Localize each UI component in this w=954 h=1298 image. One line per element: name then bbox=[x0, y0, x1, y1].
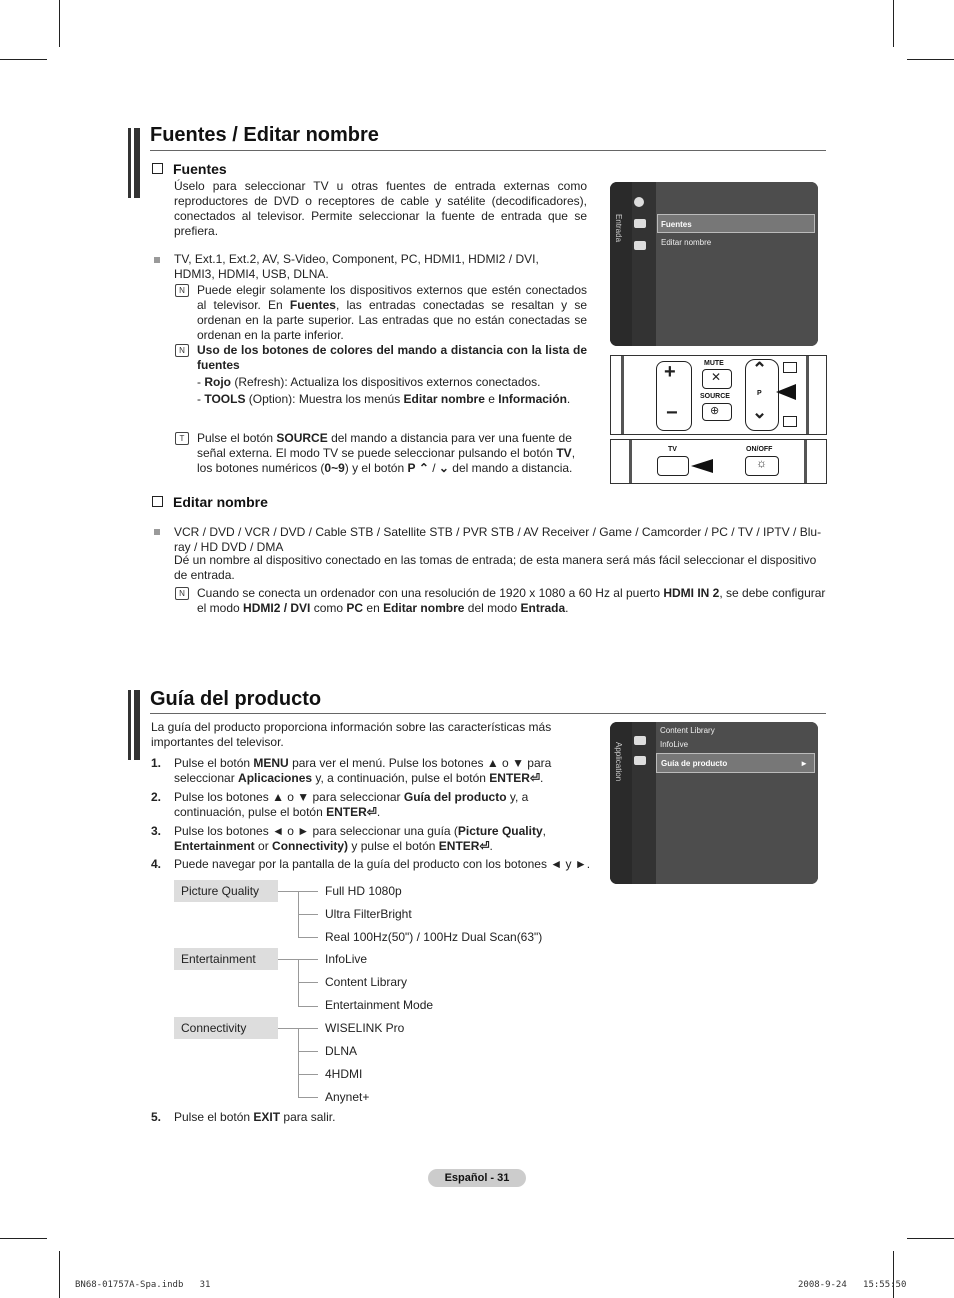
side-button-icon bbox=[783, 416, 797, 427]
gear-icon bbox=[634, 197, 644, 207]
osd-selected-guia[interactable]: Guía de producto ► bbox=[656, 753, 815, 773]
osd-application-menu bbox=[610, 722, 818, 884]
footer-file-info: BN68-01757A-Spa.indb 31 bbox=[75, 1280, 211, 1290]
mute-label: MUTE bbox=[704, 360, 724, 367]
source-label: SOURCE bbox=[700, 393, 730, 400]
remote-illustration-top bbox=[610, 355, 827, 435]
editar-list: VCR / DVD / VCR / DVD / Cable STB / Satellite STB / PVR STB / AV Receiver / Game / Camcorder / PC / TV / IPTV / Blu-ray / HD DVD / DMA bbox=[174, 525, 822, 554]
tree-group-connectivity: Connectivity bbox=[174, 1017, 278, 1039]
editar-note: Cuando se conecta un ordenador con una resolución de 1920 x 1080 a 60 Hz al puerto HDMI IN 2, se debe configurar el modo HDMI2 / DVI como PC en Editar nombre del modo Entrada. bbox=[197, 586, 826, 615]
chevron-up-icon: ⌃ bbox=[752, 359, 768, 379]
input-icon bbox=[634, 736, 646, 745]
step-number: 4. bbox=[151, 857, 162, 871]
footer-timestamp: 2008-9-24 15:55:50 bbox=[798, 1280, 907, 1290]
page-number: Español - 31 bbox=[428, 1169, 526, 1187]
osd-side-label: Entrada bbox=[614, 214, 623, 243]
tip-icon: T bbox=[175, 432, 189, 445]
osd-icon-column bbox=[632, 722, 656, 884]
osd-entrada-menu bbox=[610, 182, 818, 346]
step-number: 1. bbox=[151, 756, 162, 770]
remote-body-edge bbox=[806, 356, 809, 434]
tree-item: Anynet+ bbox=[325, 1090, 370, 1104]
tree-connector bbox=[298, 1097, 318, 1098]
tree-connector bbox=[298, 1074, 318, 1075]
volume-down-icon: − bbox=[666, 402, 678, 424]
dash-item-tools: - TOOLS (Option): Muestra los menús Editar nombre e Información. bbox=[197, 392, 571, 406]
step-number: 2. bbox=[151, 790, 162, 804]
pointer-arrow-icon bbox=[691, 459, 713, 473]
crop-mark bbox=[59, 1251, 60, 1298]
enter-icon: ⏎ bbox=[366, 805, 377, 819]
osd-item-editar-nombre[interactable]: Editar nombre bbox=[661, 238, 712, 247]
osd-side-label: Application bbox=[614, 742, 623, 782]
tree-group-entertainment: Entertainment bbox=[174, 948, 278, 970]
note-icon: N bbox=[175, 344, 189, 357]
tree-connector bbox=[298, 1051, 318, 1052]
osd-icon-column bbox=[632, 182, 656, 346]
onoff-label: ON/OFF bbox=[746, 446, 773, 453]
volume-up-icon: + bbox=[664, 361, 676, 383]
osd-selected-fuentes[interactable]: Fuentes bbox=[657, 214, 815, 233]
crop-mark bbox=[907, 59, 954, 60]
fuentes-note1: Puede elegir solamente los dispositivos externos que estén conectados al televisor. En Fuentes, las entradas conectadas se resaltan y se ordenan en la parte superior. Las entradas que no están conectadas se ordenan en la parte inferior. bbox=[197, 283, 587, 342]
tree-item: Content Library bbox=[325, 975, 408, 989]
tv-label: TV bbox=[668, 446, 677, 453]
tree-item: Full HD 1080p bbox=[325, 884, 402, 898]
osd-main-panel bbox=[656, 182, 818, 346]
enter-icon: ⏎ bbox=[529, 771, 541, 785]
section-title-fuentes: Fuentes / Editar nombre bbox=[150, 124, 379, 146]
section-divider bbox=[150, 713, 826, 714]
input-icon bbox=[634, 219, 646, 228]
step-4: Puede navegar por la pantalla de la guía del producto con los botones ◄ y ►. bbox=[174, 857, 591, 871]
crop-mark bbox=[893, 0, 894, 47]
tree-item: Real 100Hz(50") / 100Hz Dual Scan(63") bbox=[325, 930, 543, 944]
tree-item: DLNA bbox=[325, 1044, 358, 1058]
fuentes-list: TV, Ext.1, Ext.2, AV, S-Video, Component, PC, HDMI1, HDMI2 / DVI, HDMI3, HDMI4, USB, DLNA. bbox=[174, 252, 539, 281]
tree-group-picture-quality: Picture Quality bbox=[174, 880, 278, 902]
note-icon: N bbox=[175, 284, 189, 297]
checkbox-bullet-icon bbox=[152, 163, 163, 174]
editar-desc: Dé un nombre al dispositivo conectado en las tomas de entrada; de esta manera será más fácil seleccionar el dispositivo de entrada. bbox=[174, 553, 817, 582]
square-bullet-icon bbox=[154, 257, 160, 263]
subheading-fuentes: Fuentes bbox=[152, 161, 227, 177]
fuentes-intro: Úselo para seleccionar TV u otras fuentes de entrada externas como reproductores de DVD o receptores de cable y satélite (decodificadores), conectados al televisor. Permite seleccionar la fuente de entrada que se prefiera. bbox=[174, 179, 587, 238]
application-icon bbox=[634, 756, 646, 765]
tree-connector bbox=[298, 1028, 299, 1098]
power-icon: ☼ bbox=[756, 456, 767, 470]
section-title-guia: Guía del producto bbox=[150, 688, 322, 710]
crop-mark bbox=[907, 1238, 954, 1239]
tree-connector bbox=[298, 982, 318, 983]
osd-side-panel bbox=[610, 182, 632, 346]
pointer-arrow-icon bbox=[776, 384, 796, 400]
checkbox-bullet-icon bbox=[152, 496, 163, 507]
osd-item-content-library[interactable]: Content Library bbox=[660, 726, 715, 735]
channel-p-label: P bbox=[757, 390, 762, 397]
note-icon: N bbox=[175, 587, 189, 600]
source-icon: ⊕ bbox=[710, 405, 720, 417]
tv-button[interactable] bbox=[657, 456, 689, 476]
step-3: Pulse los botones ◄ o ► para seleccionar una guía (Picture Quality, Entertainment or Connectivity) y pulse el botón ENTER⏎. bbox=[174, 824, 546, 853]
dash-item-rojo: - Rojo (Refresh): Actualiza los dispositivos externos conectados. bbox=[197, 375, 541, 389]
crop-mark bbox=[0, 59, 47, 60]
remote-body-edge bbox=[804, 440, 807, 483]
crop-mark bbox=[893, 1251, 894, 1298]
step-number: 5. bbox=[151, 1110, 162, 1124]
tree-item: InfoLive bbox=[325, 952, 368, 966]
remote-body-edge bbox=[629, 440, 632, 483]
tree-item: 4HDMI bbox=[325, 1067, 363, 1081]
tree-connector bbox=[298, 1006, 318, 1007]
tree-item: WISELINK Pro bbox=[325, 1021, 405, 1035]
subheading-editar-nombre: Editar nombre bbox=[152, 494, 268, 510]
tree-item: Entertainment Mode bbox=[325, 998, 434, 1012]
enter-icon: ⏎ bbox=[479, 839, 490, 853]
remote-body-edge bbox=[621, 356, 624, 434]
mute-icon: ✕ bbox=[711, 370, 722, 384]
step-2: Pulse los botones ▲ o ▼ para seleccionar Guía del producto y, a continuación, pulse el botón ENTER⏎. bbox=[174, 790, 529, 819]
fuentes-note2: Uso de los botones de colores del mando a distancia con la lista de fuentes bbox=[197, 343, 587, 372]
step-5: Pulse el botón EXIT para salir. bbox=[174, 1110, 336, 1124]
step-number: 3. bbox=[151, 824, 162, 838]
guia-intro: La guía del producto proporciona información sobre las características más importantes del televisor. bbox=[151, 720, 552, 749]
square-bullet-icon bbox=[154, 529, 160, 535]
arrow-right-icon: ► bbox=[800, 759, 808, 768]
step-1: Pulse el botón MENU para ver el menú. Pulse los botones ▲ o ▼ para seleccionar Aplicaciones y, a continuación, pulse el botón ENTER⏎. bbox=[174, 756, 552, 785]
chevron-down-icon: ⌄ bbox=[752, 402, 768, 422]
osd-item-infolive[interactable]: InfoLive bbox=[660, 740, 689, 749]
application-icon bbox=[634, 241, 646, 250]
remote-illustration-bottom bbox=[610, 439, 827, 484]
crop-mark bbox=[0, 1238, 47, 1239]
side-button-icon bbox=[783, 362, 797, 373]
tree-connector bbox=[298, 914, 318, 915]
crop-mark bbox=[59, 0, 60, 47]
fuentes-tip: Pulse el botón SOURCE del mando a distancia para ver una fuente de señal externa. El modo TV se puede seleccionar pulsando el botón TV, los botones numéricos (0~9) y el botón P ⌃ / ⌄ del mando a distancia. bbox=[197, 431, 576, 475]
section-divider bbox=[150, 150, 826, 151]
tree-connector bbox=[298, 937, 318, 938]
tree-item: Ultra FilterBright bbox=[325, 907, 412, 921]
